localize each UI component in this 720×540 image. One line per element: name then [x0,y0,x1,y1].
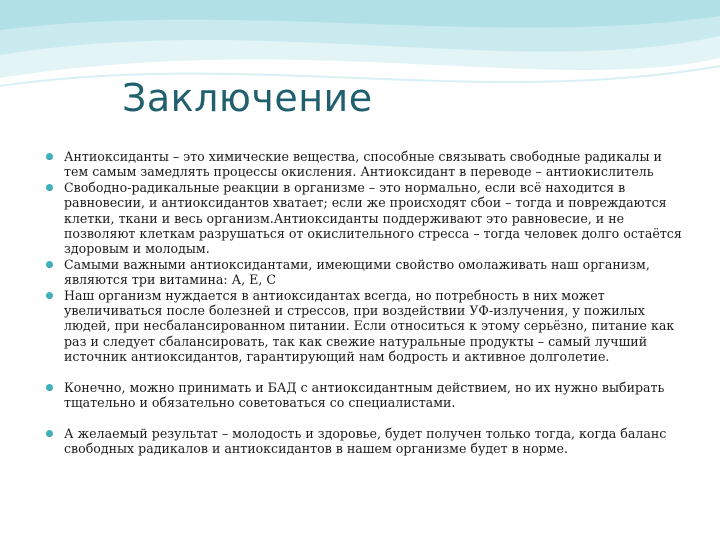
bullet-item [44,180,690,257]
bullet-text: Наш организм нуждается в антиоксидантах всегда, но потребность в них может увеличиваться после болезней и стрессов, при воздействии УФ-излучения, у пожилых людей, при несбалансированном питании. Если относиться к этому серьёзно, питание как раз и следует сбалансировать, так как свежие натуральные продукты – самый лучший источник антиоксидантов, гарантирующий нам бодрость и активное долголетие. [64,287,675,365]
bullet-text: Свободно-радикальные реакции в организме – это нормально, если всё находится в равновесии, и антиоксидантов хватает; если же происходят сбои – тогда и повреждаются клетки, ткани и весь организм.Антиоксиданты поддерживают это равновесие, и не позволяют клеткам разрушаться от окислительного стресса – тогда человек долго остаётся здоровым и молодым. [64,179,682,257]
bullet-item [44,257,690,288]
bullet-item [44,380,690,411]
bullet-dot-icon [46,261,53,268]
bullet-text: Антиоксиданты – это химические вещества, способные связывать свободные радикалы и тем самым замедлять процессы окисления. Антиоксидант в переводе – антиокислитель [64,149,662,180]
bullet-dot-icon [46,430,53,437]
bullet-dot-icon [46,184,53,191]
bullet-item [44,288,690,365]
bullet-dot-icon [46,292,53,299]
slide-title: Заключение [122,76,373,120]
bullet-dot-icon [46,384,53,391]
bullet-text: Конечно, можно принимать и БАД с антиоксидантным действием, но их нужно выбирать тщательно и обязательно советоваться со специалистами. [64,379,665,411]
bullet-item [44,426,690,457]
bullet-item [44,149,690,180]
bullet-text: Самыми важными антиоксидантами, имеющими свойство омолаживать наш организм, являются три витамина: А, Е, С [64,256,650,288]
bullet-list [44,149,690,456]
bullet-dot-icon [46,153,53,160]
bullet-text: А желаемый результат – молодость и здоровье, будет получен только тогда, когда баланс свободных радикалов и антиоксидантов в нашем организме будет в норме. [64,425,667,456]
